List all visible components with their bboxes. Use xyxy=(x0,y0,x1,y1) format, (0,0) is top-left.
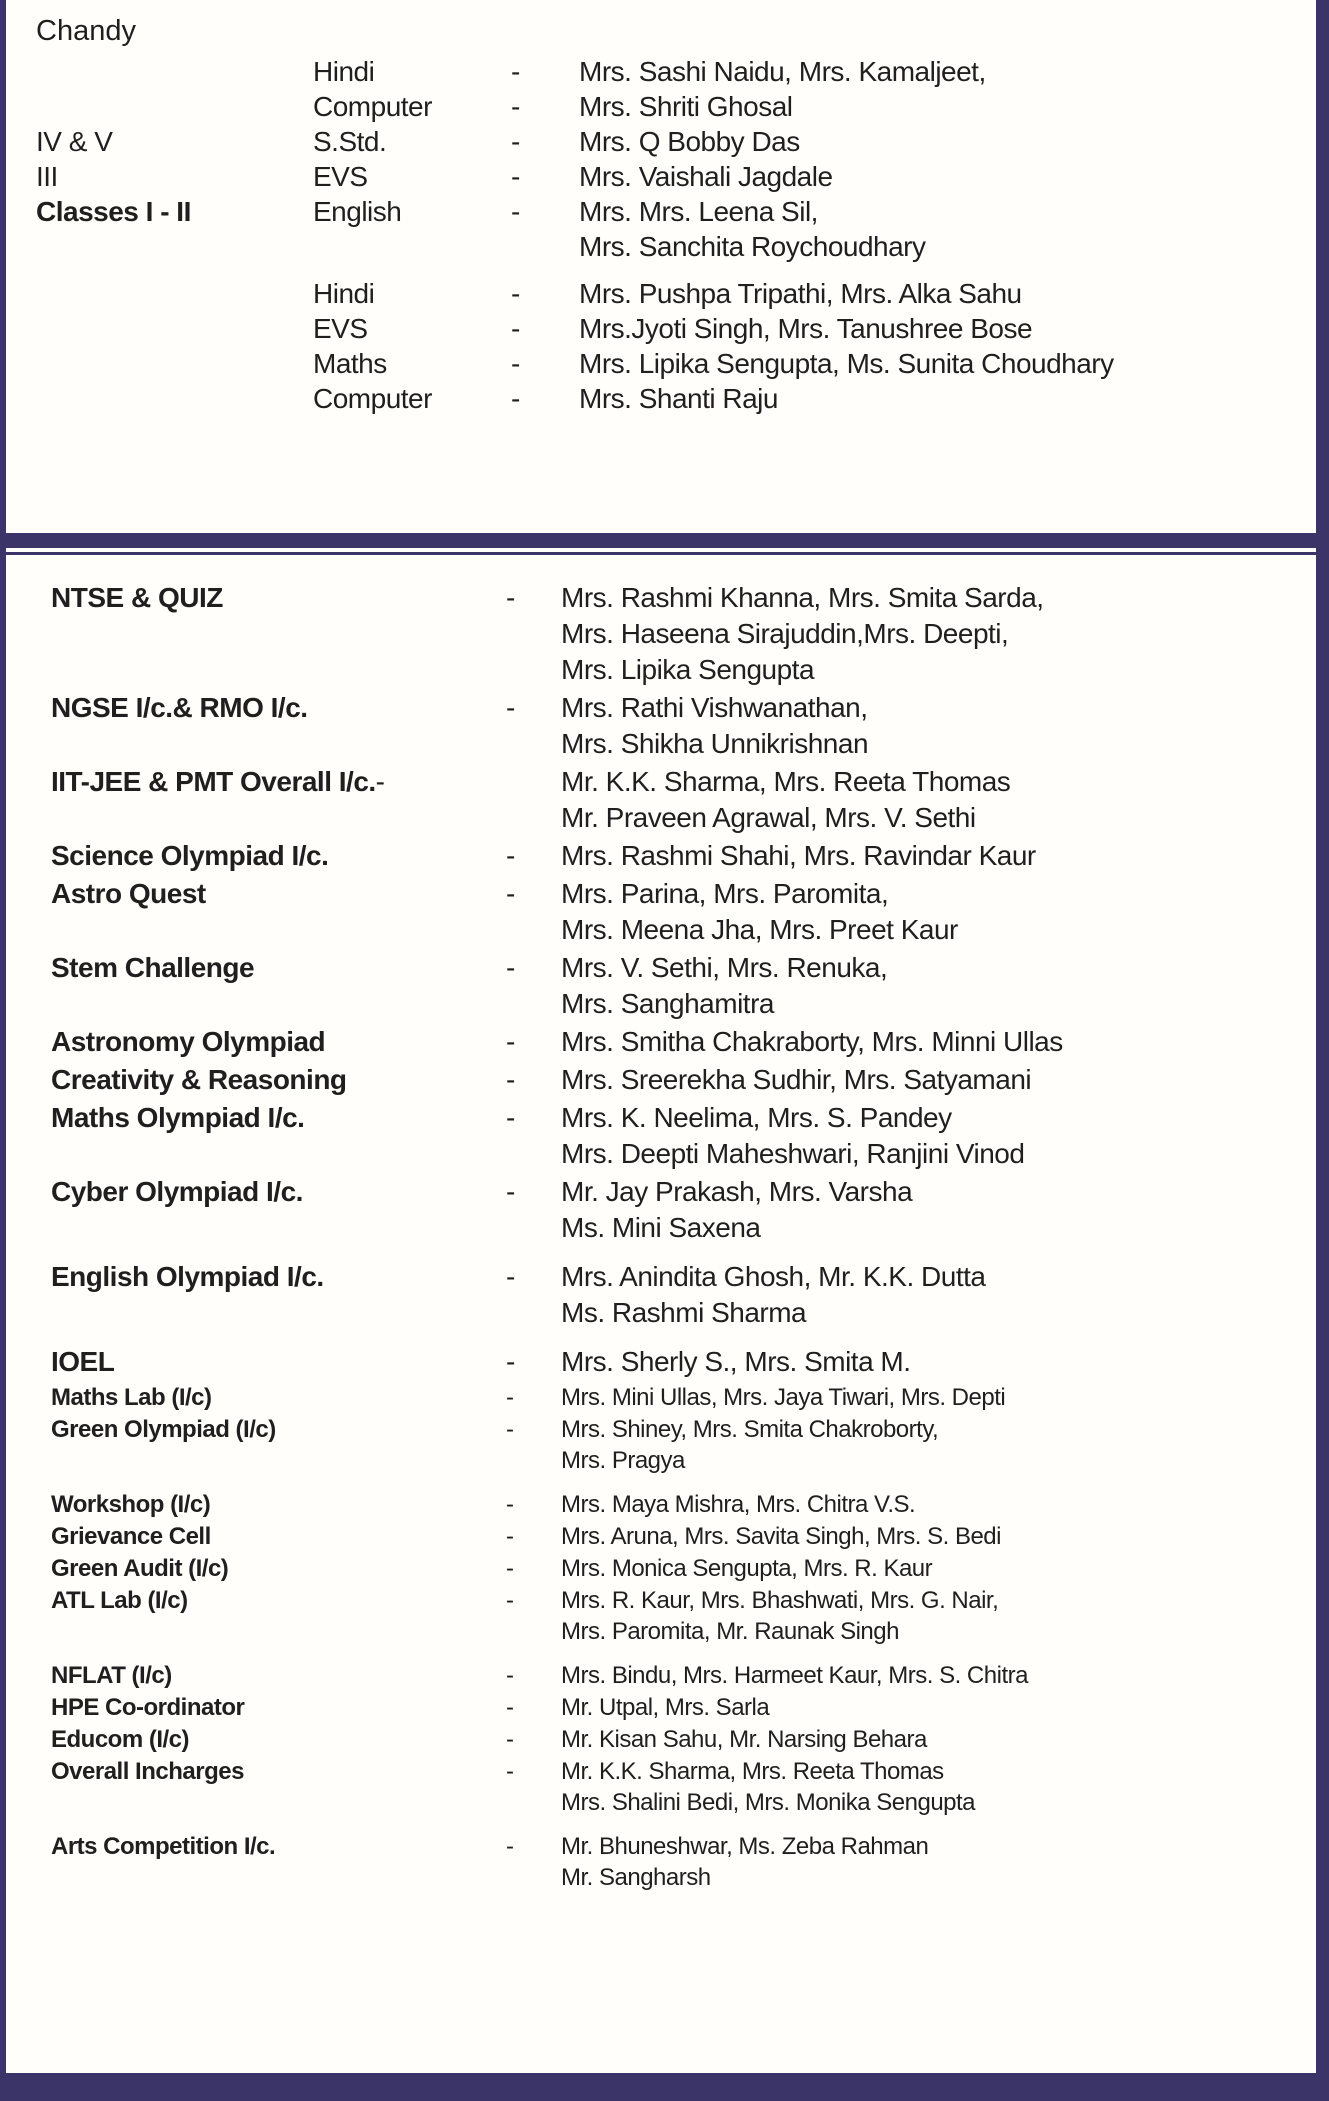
dash-separator: - xyxy=(506,840,515,871)
table-row xyxy=(51,580,1306,688)
class-label xyxy=(36,346,313,381)
teacher-names xyxy=(561,690,1306,762)
dash-separator: - xyxy=(511,196,520,227)
dash-separator: - xyxy=(511,56,520,87)
teacher-names xyxy=(561,1724,1306,1755)
dash-separator: - xyxy=(506,1833,514,1860)
dash-separator: - xyxy=(506,952,515,983)
teacher-names xyxy=(561,1062,1306,1098)
table-row xyxy=(51,950,1306,1022)
teacher-name-line: Mrs. Meena Jha, Mrs. Preet Kaur xyxy=(561,914,958,945)
teacher-name-line: Mrs. Maya Mishra, Mrs. Chitra V.S. xyxy=(561,1491,916,1518)
subject-label: EVS xyxy=(313,161,368,192)
dash-separator: - xyxy=(511,126,520,157)
teacher-name-line: Mrs. Mrs. Leena Sil, xyxy=(579,196,818,227)
class-subject-teacher-table xyxy=(6,0,1316,533)
dash-separator: - xyxy=(506,1523,514,1550)
teacher-name-line: Mrs. Pushpa Tripathi, Mrs. Alka Sahu xyxy=(579,278,1022,309)
table-row xyxy=(51,1024,1306,1060)
teacher-name-line: Mrs. Sreerekha Sudhir, Mrs. Satyamani xyxy=(561,1064,1032,1095)
class-label xyxy=(36,381,313,416)
teacher-name-line: Ms. Rashmi Sharma xyxy=(561,1297,807,1328)
teacher-name-line: Mrs. R. Kaur, Mrs. Bhashwati, Mrs. G. Nair, xyxy=(561,1587,999,1614)
table-row xyxy=(51,1724,1306,1755)
table-row xyxy=(51,1660,1306,1691)
teacher-name-line: Mrs. K. Neelima, Mrs. S. Pandey xyxy=(561,1102,952,1133)
incharge-role-label: Stem Challenge xyxy=(51,952,255,983)
dash-separator: - xyxy=(506,878,515,909)
table-row xyxy=(36,89,1306,124)
dash-separator: - xyxy=(506,1384,514,1411)
incharge-role-label: Green Olympiad (I/c) xyxy=(51,1416,276,1443)
table-row xyxy=(51,690,1306,762)
table-row xyxy=(51,838,1306,874)
table-row xyxy=(51,1259,1306,1331)
teacher-name-line: Mrs. Sashi Naidu, Mrs. Kamaljeet, xyxy=(579,56,986,87)
teacher-names xyxy=(561,876,1306,948)
table-row xyxy=(36,194,1306,264)
incharge-role-label: Science Olympiad I/c. xyxy=(51,840,329,871)
incharge-role-label: HPE Co-ordinator xyxy=(51,1694,245,1721)
dash-separator: - xyxy=(506,1176,515,1207)
table-row xyxy=(51,1756,1306,1818)
class-label: Classes I - II xyxy=(36,196,191,227)
dash-separator: - xyxy=(506,1064,515,1095)
subject-label: Hindi xyxy=(313,278,375,309)
incharge-role-label: Overall Incharges xyxy=(51,1758,244,1785)
dash-separator: - xyxy=(506,1726,514,1753)
incharge-role-label: Maths Lab (I/c) xyxy=(51,1384,212,1411)
teacher-names xyxy=(579,89,1306,124)
table-row xyxy=(51,1585,1306,1647)
incharge-role-label: NGSE I/c.& RMO I/c. xyxy=(51,692,308,723)
table-row xyxy=(51,1344,1306,1380)
teacher-names xyxy=(561,1553,1306,1584)
subject-label: EVS xyxy=(313,313,368,344)
teacher-name-line: Mrs. Rashmi Khanna, Mrs. Smita Sarda, xyxy=(561,582,1044,613)
teacher-names xyxy=(561,1489,1306,1520)
class-label: IV & V xyxy=(36,126,113,157)
teacher-name-line: Mr. Jay Prakash, Mrs. Varsha xyxy=(561,1176,913,1207)
teacher-name-line: Mrs. Pragya xyxy=(561,1447,685,1474)
teacher-names xyxy=(561,1100,1306,1172)
incharge-role-label: Astro Quest xyxy=(51,878,206,909)
teacher-names xyxy=(561,1259,1306,1331)
incharge-role-label: ATL Lab (I/c) xyxy=(51,1587,188,1614)
section2-rows xyxy=(51,580,1306,1893)
table-row xyxy=(36,276,1306,311)
teacher-name-line: Mr. K.K. Sharma, Mrs. Reeta Thomas xyxy=(561,1758,944,1785)
teacher-name-line: Mrs. Paromita, Mr. Raunak Singh xyxy=(561,1618,899,1645)
dash-separator: - xyxy=(375,766,385,797)
incharge-role-label: IOEL xyxy=(51,1346,115,1377)
teacher-names xyxy=(561,1831,1306,1893)
dash-separator: - xyxy=(506,1102,515,1133)
teacher-name-line: Mrs.Jyoti Singh, Mrs. Tanushree Bose xyxy=(579,313,1033,344)
incharge-role-label: Educom (I/c) xyxy=(51,1726,190,1753)
teacher-name-line: Mrs. Rashmi Shahi, Mrs. Ravindar Kaur xyxy=(561,840,1036,871)
teacher-name-line: Mrs. Vaishali Jagdale xyxy=(579,161,833,192)
dash-separator: - xyxy=(506,1694,514,1721)
teacher-name-line: Mr. Kisan Sahu, Mr. Narsing Behara xyxy=(561,1726,927,1753)
subject-label: Maths xyxy=(313,348,387,379)
teacher-name-line: Mr. K.K. Sharma, Mrs. Reeta Thomas xyxy=(561,766,1011,797)
table-row xyxy=(36,124,1306,159)
table-row xyxy=(51,1553,1306,1584)
dash-separator: - xyxy=(506,1587,514,1614)
dash-separator: - xyxy=(511,383,520,414)
section1-rows xyxy=(36,54,1306,416)
dash-separator: - xyxy=(506,1416,514,1443)
teacher-name-line: Mrs. Shanti Raju xyxy=(579,383,778,414)
subject-label: S.Std. xyxy=(313,126,387,157)
teacher-name-line: Mrs. Shalini Bedi, Mrs. Monika Sengupta xyxy=(561,1789,976,1816)
teacher-name-line: Mrs. Bindu, Mrs. Harmeet Kaur, Mrs. S. Chitra xyxy=(561,1662,1028,1689)
teacher-names xyxy=(579,124,1306,159)
table-row xyxy=(36,346,1306,381)
table-row xyxy=(51,1062,1306,1098)
teacher-names xyxy=(561,950,1306,1022)
section-divider-bar xyxy=(6,533,1316,548)
table-row xyxy=(51,1174,1306,1246)
teacher-name-line: Mrs. Rathi Vishwanathan, xyxy=(561,692,868,723)
dash-separator: - xyxy=(511,91,520,122)
teacher-name-line: Mrs. Lipika Sengupta, Ms. Sunita Choudhary xyxy=(579,348,1114,379)
teacher-name-line: Mrs. Parina, Mrs. Paromita, xyxy=(561,878,889,909)
teacher-name-line: Mrs. Q Bobby Das xyxy=(579,126,800,157)
dash-separator: - xyxy=(506,1758,514,1785)
teacher-name-line: Mr. Sangharsh xyxy=(561,1864,711,1891)
teacher-name-line: Mrs. Sanghamitra xyxy=(561,988,774,1019)
section1-header-chandy: Chandy xyxy=(36,15,136,47)
dash-separator: - xyxy=(506,1261,515,1292)
class-label xyxy=(36,54,313,89)
dash-separator xyxy=(506,764,561,836)
teacher-name-line: Mrs. V. Sethi, Mrs. Renuka, xyxy=(561,952,888,983)
incharge-role-label: NTSE & QUIZ xyxy=(51,582,223,613)
teacher-names xyxy=(579,194,1306,264)
incharge-role-label: Astronomy Olympiad xyxy=(51,1026,326,1057)
teacher-names xyxy=(579,159,1306,194)
teacher-name-line: Mrs. Aruna, Mrs. Savita Singh, Mrs. S. Bedi xyxy=(561,1523,1001,1550)
table-row xyxy=(51,1382,1306,1413)
teacher-name-line: Mrs. Mini Ullas, Mrs. Jaya Tiwari, Mrs. Depti xyxy=(561,1384,1006,1411)
dash-separator: - xyxy=(506,692,515,723)
incharge-role-label: Maths Olympiad I/c. xyxy=(51,1102,305,1133)
teacher-names xyxy=(561,1585,1306,1647)
teacher-names xyxy=(561,580,1306,688)
teacher-names xyxy=(579,346,1306,381)
incharge-assignment-table xyxy=(6,552,1316,2073)
teacher-names xyxy=(561,1756,1306,1818)
table-row xyxy=(51,1489,1306,1520)
dash-separator: - xyxy=(506,1555,514,1582)
dash-separator: - xyxy=(511,313,520,344)
teacher-names xyxy=(561,764,1306,836)
subject-label: Computer xyxy=(313,91,432,122)
incharge-role-label: Creativity & Reasoning xyxy=(51,1064,347,1095)
teacher-name-line: Mrs. Sherly S., Mrs. Smita M. xyxy=(561,1346,911,1377)
bottom-border-bar xyxy=(6,2073,1316,2101)
teacher-name-line: Mr. Utpal, Mrs. Sarla xyxy=(561,1694,770,1721)
incharge-role-label: Grievance Cell xyxy=(51,1523,211,1550)
incharge-role-label: Green Audit (I/c) xyxy=(51,1555,229,1582)
incharge-role-label: Arts Competition I/c. xyxy=(51,1833,276,1860)
teacher-name-line: Mrs. Lipika Sengupta xyxy=(561,654,815,685)
incharge-role-label: Workshop (I/c) xyxy=(51,1491,211,1518)
teacher-names xyxy=(579,54,1306,89)
subject-label: English xyxy=(313,196,402,227)
incharge-role-label: Cyber Olympiad I/c. xyxy=(51,1176,303,1207)
incharge-role-label: English Olympiad I/c. xyxy=(51,1261,324,1292)
dash-separator: - xyxy=(506,582,515,613)
teacher-names xyxy=(561,1382,1306,1413)
teacher-name-line: Mrs. Monica Sengupta, Mrs. R. Kaur xyxy=(561,1555,933,1582)
teacher-name-line: Mrs. Shriti Ghosal xyxy=(579,91,793,122)
teacher-names xyxy=(561,1174,1306,1246)
teacher-name-line: Mrs. Deepti Maheshwari, Ranjini Vinod xyxy=(561,1138,1025,1169)
teacher-names xyxy=(579,381,1306,416)
table-row xyxy=(51,1692,1306,1723)
teacher-names xyxy=(561,1521,1306,1552)
teacher-name-line: Mrs. Haseena Sirajuddin,Mrs. Deepti, xyxy=(561,618,1009,649)
table-row xyxy=(51,764,1306,836)
table-row xyxy=(36,381,1306,416)
class-label xyxy=(36,276,313,311)
teacher-names xyxy=(561,1024,1306,1060)
table-row xyxy=(51,1414,1306,1476)
teacher-names xyxy=(561,1414,1306,1476)
teacher-name-line: Mr. Bhuneshwar, Ms. Zeba Rahman xyxy=(561,1833,929,1860)
teacher-names xyxy=(561,838,1306,874)
dash-separator: - xyxy=(506,1662,514,1689)
dash-separator: - xyxy=(511,278,520,309)
table-row xyxy=(36,311,1306,346)
teacher-name-line: Mrs. Anindita Ghosh, Mr. K.K. Dutta xyxy=(561,1261,986,1292)
teacher-name-line: Mr. Praveen Agrawal, Mrs. V. Sethi xyxy=(561,802,976,833)
teacher-name-line: Mrs. Smitha Chakraborty, Mrs. Minni Ullas xyxy=(561,1026,1063,1057)
table-row xyxy=(36,159,1306,194)
teacher-name-line: Mrs. Shiney, Mrs. Smita Chakroborty, xyxy=(561,1416,939,1443)
subject-label: Computer xyxy=(313,383,432,414)
class-label xyxy=(36,89,313,124)
teacher-names xyxy=(561,1344,1306,1380)
class-label xyxy=(36,311,313,346)
subject-label: Hindi xyxy=(313,56,375,87)
teacher-names xyxy=(579,276,1306,311)
incharge-role-label: NFLAT (I/c) xyxy=(51,1662,172,1689)
class-label: III xyxy=(36,161,58,192)
teacher-name-line: Mrs. Sanchita Roychoudhary xyxy=(579,231,926,262)
table-row xyxy=(51,1831,1306,1893)
teacher-names xyxy=(579,311,1306,346)
teacher-names xyxy=(561,1692,1306,1723)
teacher-names xyxy=(561,1660,1306,1691)
dash-separator: - xyxy=(511,348,520,379)
teacher-name-line: Ms. Mini Saxena xyxy=(561,1212,761,1243)
incharge-role-label: IIT-JEE & PMT Overall I/c.- xyxy=(51,766,385,797)
teacher-name-line: Mrs. Shikha Unnikrishnan xyxy=(561,728,869,759)
table-row xyxy=(51,1521,1306,1552)
table-row xyxy=(51,876,1306,948)
dash-separator: - xyxy=(506,1491,514,1518)
table-row xyxy=(51,1100,1306,1172)
dash-separator: - xyxy=(506,1346,515,1377)
dash-separator: - xyxy=(506,1026,515,1057)
dash-separator: - xyxy=(511,161,520,192)
table-row xyxy=(36,54,1306,89)
